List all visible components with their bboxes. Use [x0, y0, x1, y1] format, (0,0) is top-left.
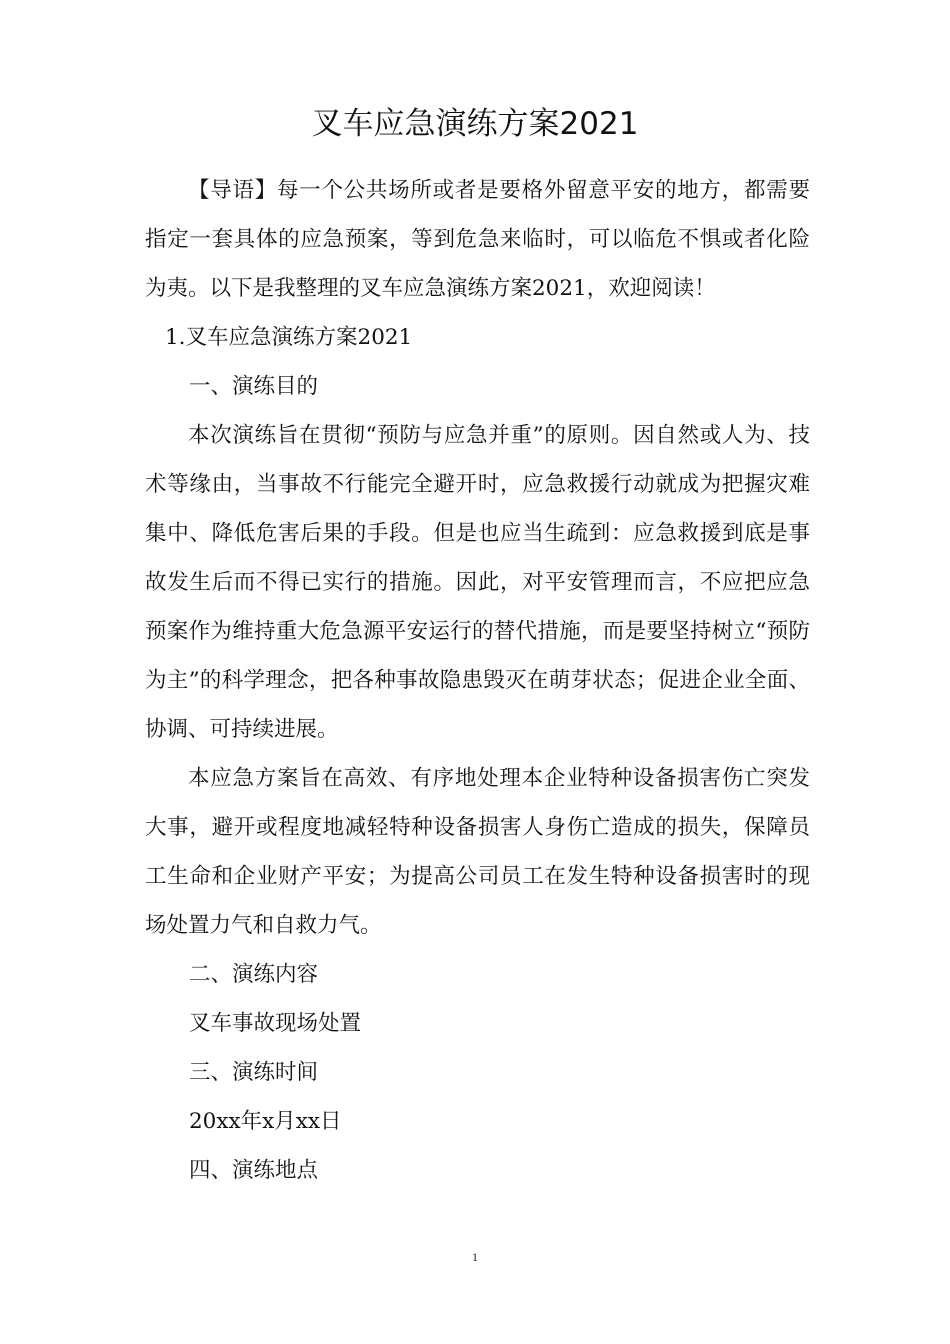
- purpose-paragraph-1: 本次演练旨在贯彻“预防与应急并重”的原则。因自然或人为、技术等缘由，当事故不行能完全避开时，应急救援行动就成为把握灾难集中、降低危害后果的手段。但是也应当生疏到：应急救援到底是事故发生后而不得已实行的措施。因此，对平安管理而言，不应把应急预案作为维持重大危急源平安运行的替代措施，而是要坚持树立“预防为主”的科学理念，把各种事故隐患毁灭在萌芽状态；促进企业全面、协调、可持续进展。: [145, 423, 810, 742]
- intro-paragraph: 【导语】每一个公共场所或者是要格外留意平安的地方，都需要指定一套具体的应急预案，等到危急来临时，可以临危不惧或者化险为夷。以下是我整理的叉车应急演练方案2021，欢迎阅读！: [145, 178, 810, 301]
- heading-location: 四、演练地点: [189, 1158, 319, 1183]
- heading-content: 二、演练内容: [189, 962, 319, 987]
- page-number: 1: [472, 1250, 478, 1264]
- document-body: [145, 166, 810, 1195]
- time-text: 20xx年x月xx日: [189, 1109, 342, 1134]
- heading-time: 三、演练时间: [189, 1060, 319, 1085]
- document-title: 叉车应急演练方案2021: [311, 106, 639, 142]
- heading-purpose: 一、演练目的: [189, 374, 319, 399]
- section-title: 1.叉车应急演练方案2021: [165, 325, 413, 350]
- content-text: 叉车事故现场处置: [189, 1011, 362, 1036]
- purpose-paragraph-2: 本应急方案旨在高效、有序地处理本企业特种设备损害伤亡突发大事，避开或程度地减轻特种设备损害人身伤亡造成的损失，保障员工生命和企业财产平安；为提高公司员工在发生特种设备损害时的现场处置力气和自救力气。: [145, 766, 810, 938]
